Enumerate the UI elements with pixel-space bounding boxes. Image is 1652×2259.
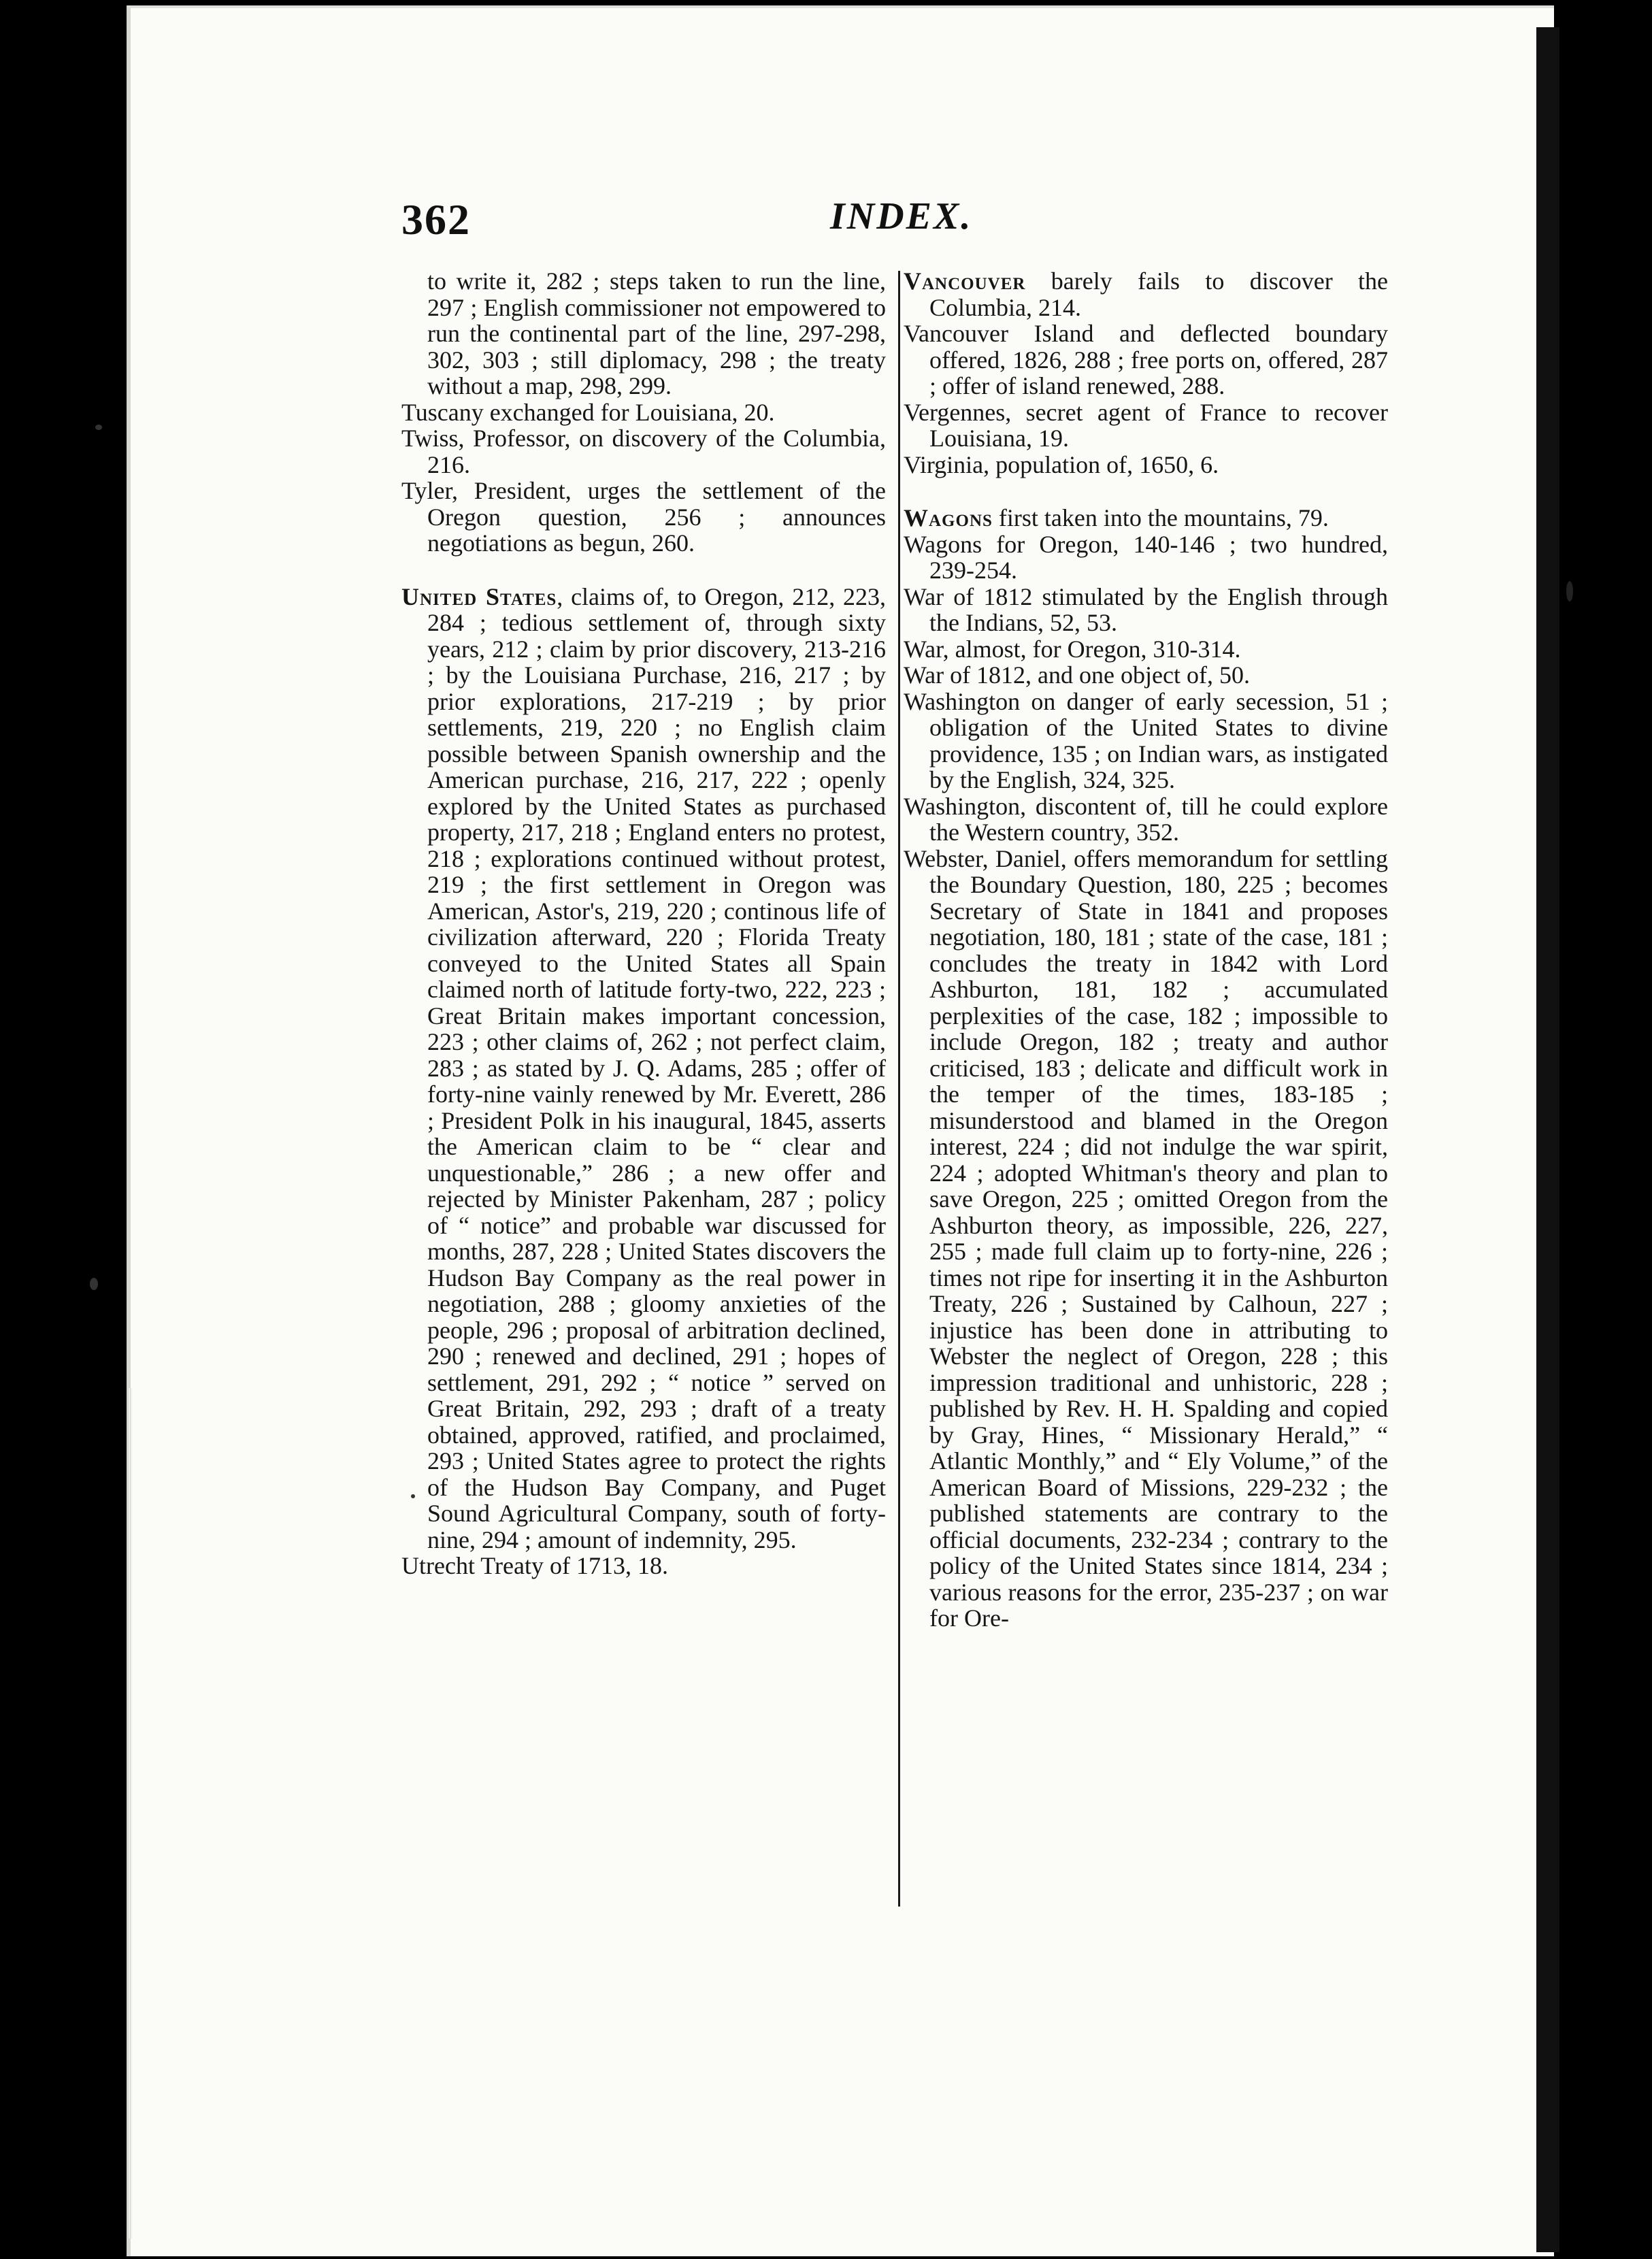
index-entry	[904, 268, 1388, 320]
index-entry-text: Tyler, President, urges the settlement of the Oregon question, 256 ; announces negotiations as begun, 260.	[401, 477, 886, 557]
index-entry-text: barely fails to discover the Columbia, 214.	[929, 267, 1388, 321]
index-entry-text: Twiss, Professor, on discovery of the Columbia, 216.	[401, 425, 886, 478]
index-entry-text: Virginia, population of, 1650, 6.	[904, 450, 1219, 478]
index-entry-text: first taken into the mountains, 79.	[992, 504, 1329, 531]
scan-speck	[1566, 581, 1573, 601]
index-heading-word: Wagons	[904, 504, 993, 531]
index-entry-text: Washington on danger of early secession, 51 ; obligation of the United States to divine providence, 135 ; on Indian wars, as instigated by the English, 324, 325.	[904, 687, 1388, 793]
index-entry	[401, 1553, 886, 1579]
index-entry-text: Wagons for Oregon, 140-146 ; two hundred, 239-254.	[904, 530, 1388, 584]
index-entry	[904, 662, 1388, 689]
scan-speck	[411, 1494, 415, 1498]
page-edge-stack	[128, 1388, 132, 2239]
index-column-right	[904, 268, 1388, 1632]
page-number: 362	[401, 195, 471, 244]
index-entry	[401, 478, 886, 557]
index-entry	[904, 584, 1388, 636]
index-entry-text: War of 1812 stimulated by the English through the Indians, 52, 53.	[904, 582, 1388, 636]
index-heading-word: Vancouver	[904, 267, 1026, 295]
column-divider	[898, 271, 900, 1907]
index-entry-text: Webster, Daniel, offers memorandum for settling the Boundary Question, 180, 225 ; becomes Secretary of State in 1841 and proposes negotiation, 180, 181 ; state of the case, 181 ; concludes the treaty in 1842 with Lord Ashburton, 181, 182 ; accumulated perplexities of the case, 182 ; impossible to include Oregon, 182 ; treaty and author criticised, 183 ; delicate and difficult work in the temper of the times, 183-185 ; misunderstood and blamed in the Oregon interest, 224 ; did not indulge the war spirit, 224 ; adopted Whitman's theory and plan to save Oregon, 225 ; omitted Oregon from the Ashburton theory, as impossible, 226, 227, 255 ; made full claim up to forty-nine, 226 ; times not ripe for inserting it in the Ashburton Treaty, 226 ; Sustained by Calhoun, 227 ; injustice has been done in attributing to Webster the neglect of Oregon, 228 ; this impression traditional and unhistoric, 228 ; published by Rev. H. H. Spalding and copied by Gray, Hines, “ Missionary Herald,” “ Atlantic Monthly,” and “ Ely Volume,” of the American Board of Missions, 229-232 ; the published statements are contrary to the official documents, 232-234 ; contrary to the policy of the United States since 1814, 234 ; various reasons for the error, 235-237 ; on war for Ore-	[904, 844, 1388, 1632]
index-entry	[401, 425, 886, 478]
index-entry-text: , claims of, to Oregon, 212, 223, 284 ; tedious settlement of, through sixty years, 212 ; claim by prior discovery, 213-216 ; by the Louisiana Purchase, 216, 217 ; by prior explorations, 217-219 ; by prior settlements, 219, 220 ; no English claim possible between Spanish ownership and the American purchase, 216, 217, 222 ; openly explored by the United States as purchased property, 217, 218 ; England enters no protest, 218 ; explorations continued without protest, 219 ; the first settlement in Oregon was American, Astor's, 219, 220 ; continous life of civilization afterward, 220 ; Florida Treaty conveyed to the United States all Spain claimed north of latitude forty-two, 222, 223 ; Great Britain makes important concession, 223 ; other claims of, 262 ; not perfect claim, 283 ; as stated by J. Q. Adams, 285 ; offer of forty-nine vainly renewed by Mr. Everett, 286 ; President Polk in his inaugural, 1845, asserts the American claim to be “ clear and unquestionable,” 286 ; a new offer and rejected by Minister Pakenham, 287 ; policy of “ notice” and probable war discussed for months, 287, 228 ; United States discovers the Hudson Bay Company as the real power in negotiation, 288 ; gloomy anxieties of the people, 296 ; proposal of arbitration declined, 290 ; renewed and declined, 291 ; hopes of settlement, 291, 292 ; “ notice ” served on Great Britain, 292, 293 ; draft of a treaty obtained, approved, ratified, and proclaimed, 293 ; United States agree to protect the rights of the Hudson Bay Company, and Puget Sound Agricultural Company, south of forty-nine, 294 ; amount of indemnity, 295.	[427, 582, 886, 1553]
index-entry-continued	[401, 268, 886, 399]
index-entry	[904, 320, 1388, 399]
index-entry-text: War, almost, for Oregon, 310-314.	[904, 635, 1241, 663]
index-entry	[401, 399, 886, 426]
scan-speck	[90, 1278, 98, 1290]
index-entry	[904, 452, 1388, 478]
index-entry	[904, 636, 1388, 663]
index-entry-text: to write it, 282 ; steps taken to run the line, 297 ; English commissioner not empowered to run the continental part of the line, 297-298, 302, 303 ; still diplomacy, 298 ; the treaty without a map, 298, 299.	[427, 267, 886, 399]
index-entry-text: Vergennes, secret agent of France to recover Louisiana, 19.	[904, 398, 1388, 452]
running-head: INDEX.	[830, 195, 973, 237]
index-entry-text: Washington, discontent of, till he could explore the Western country, 352.	[904, 792, 1388, 846]
index-heading-word: United States	[401, 582, 557, 610]
index-entry	[904, 793, 1388, 846]
index-entry-text: Vancouver Island and deflected boundary offered, 1826, 288 ; free ports on, offered, 287 ; offer of island renewed, 288.	[904, 320, 1388, 399]
index-entry	[401, 584, 886, 1553]
index-column-left	[401, 268, 886, 1579]
index-entry	[904, 399, 1388, 452]
index-entry-text: Tuscany exchanged for Louisiana, 20.	[401, 398, 775, 426]
index-entry	[904, 531, 1388, 584]
binding-shadow	[1536, 27, 1559, 2252]
index-entry-text: Utrecht Treaty of 1713, 18.	[401, 1552, 668, 1579]
index-entry	[904, 689, 1388, 793]
index-entry	[904, 505, 1388, 531]
index-entry	[904, 846, 1388, 1632]
scan-speck	[95, 425, 102, 430]
index-entry-text: War of 1812, and one object of, 50.	[904, 661, 1250, 689]
